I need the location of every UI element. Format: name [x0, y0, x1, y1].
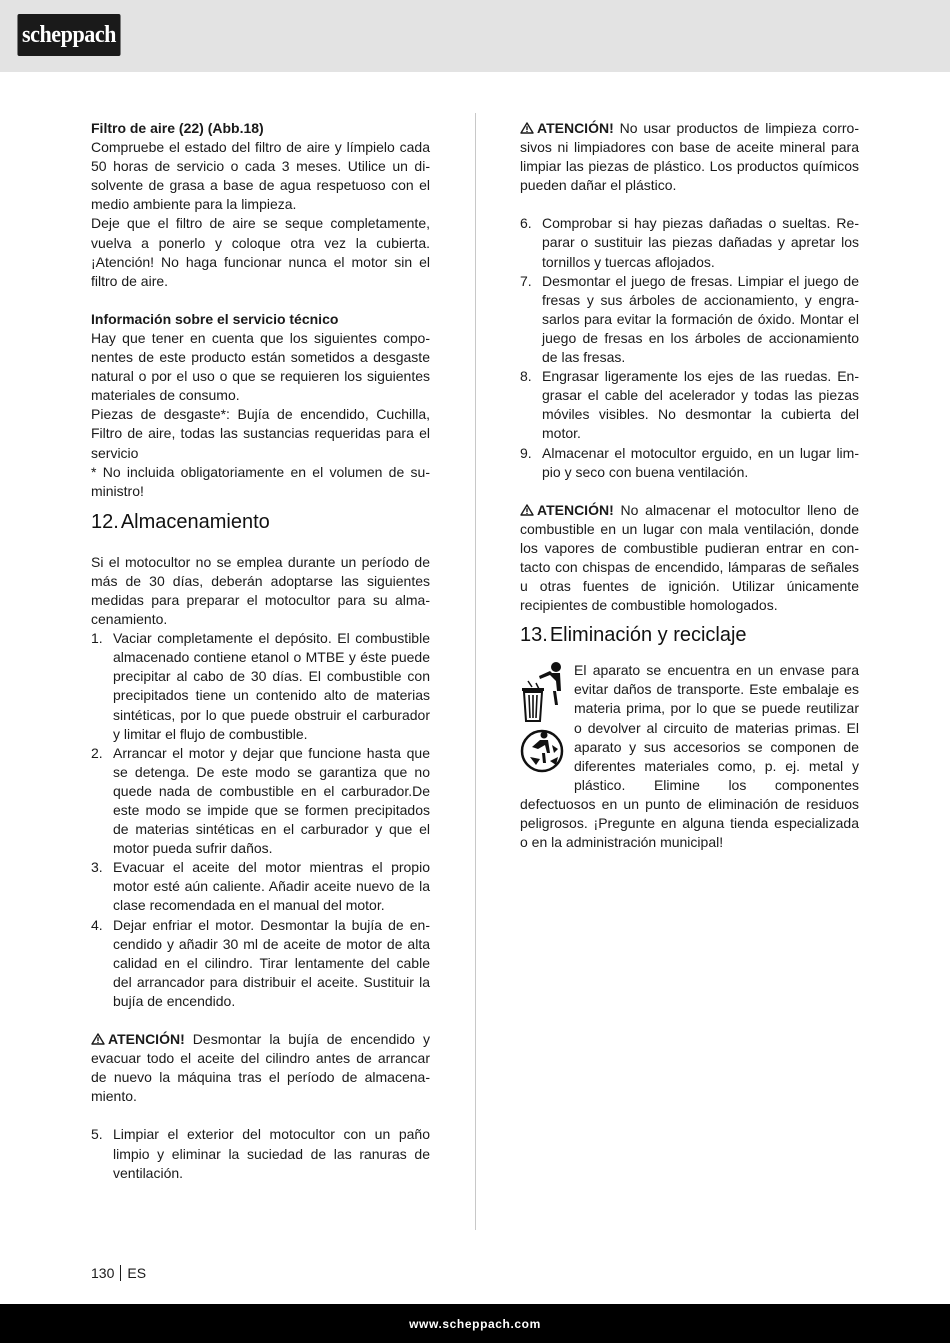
list-item — [91, 629, 430, 744]
storage-steps-list-continued — [91, 1125, 430, 1182]
header-bar — [0, 0, 950, 72]
brand-logo: scheppach — [17, 14, 120, 56]
service-info-footnote: * No incluida obligatoriamente en el volumen de suministro! — [91, 463, 430, 499]
language-code: ES — [127, 1265, 147, 1281]
page-footer — [91, 1265, 146, 1281]
recycling-icons — [520, 661, 570, 781]
list-item — [91, 1125, 430, 1182]
website-link[interactable]: www.scheppach.com — [409, 1316, 541, 1331]
step-text: Engrasar ligeramente los ejes de las ruedas. Engrasar el cable del acelerador y todas las piezas móviles visibles. No desmontar la cubierta del motor. — [542, 368, 859, 442]
disposal-section-heading — [520, 622, 859, 648]
warning-triangle-icon — [91, 1033, 105, 1045]
step-number: 6. — [520, 215, 532, 232]
step-text: Arrancar el motor y dejar que funcione hasta que se detenga. De este modo se garantiza que no quede nada de combustible en el carburador.De este modo se impide que se formen precipitados de materias sintéticas en el carburador y que el motor pueda sufrir daños. — [113, 744, 430, 857]
warning-triangle-icon — [520, 122, 534, 134]
step-text: Almacenar el motocultor erguido, en un lugar limpio y seco con buena ventilación. — [542, 444, 859, 480]
service-info-heading: Información sobre el servicio técnico — [91, 310, 339, 327]
step-text: Desmontar el juego de fresas. Limpiar el juego de fresas y sus árboles de accionamiento, y engrasarlos para evitar la formación de óxido. Montar el juego de fresas en los árboles de accionamiento de las fresas. — [542, 272, 859, 366]
warning-text: Desmontar la bujía de encendido y evacuar todo el aceite del cilindro antes de arrancar de nuevo la máquina tras el período de almacenamiento. — [91, 1031, 430, 1105]
disposal-text: El aparato se encuentra en un envase para evitar daños de transporte. Este embalaje es materia prima, por lo que se puede reutilizar o devolver al circuito de materias primas. El aparato y sus accesorios se componen de diferentes materiales como, p. ej. metal y plástico. Elimine los componentes defectuosos en un punto de eliminación de residuos peligrosos. ¡Pregunte en alguna tienda especializada o en la administración municipal! — [520, 662, 859, 851]
disposal-section-title: Eliminación y reciclaje — [549, 624, 747, 647]
trash-bin-person-icon — [522, 662, 561, 721]
storage-warning — [91, 1030, 430, 1106]
footer-separator — [120, 1265, 121, 1281]
list-item — [520, 444, 859, 482]
storage-section-number: 12. — [91, 510, 119, 533]
warning-label: ATENCIÓN! — [537, 501, 614, 518]
step-number: 4. — [91, 916, 103, 933]
storage-section-heading — [91, 509, 430, 535]
step-text: Vaciar completamente el depósito. El combustible almacenado contiene etanol o MTBE y éste puede precipitar al cabo de 30 días. El combustible con precipitados tiene un contenido alto de materias sintéticas, por lo que puede obstruir el carburador y limitar el flujo de combustible. — [113, 630, 430, 742]
warning-text: No usar productos de limpieza corrosivos ni limpiadores con base de aceite mineral para limpiar las piezas de plástico. Los productos químicos pueden dañar el plástico. — [520, 120, 859, 194]
website-footer-bar — [0, 1304, 950, 1343]
disposal-section-number: 13. — [520, 624, 548, 647]
step-number: 2. — [91, 744, 103, 761]
step-text: Comprobar si hay piezas dañadas o sueltas. Reparar o sustituir las piezas dañadas y apretar los tornillos y tuercas aflojados. — [542, 215, 859, 270]
air-filter-heading: Filtro de aire (22) (Abb.18) — [91, 120, 264, 136]
column-divider — [475, 113, 476, 1230]
service-info-paragraph-1: Hay que tener en cuenta que los siguientes componentes de este producto están sometidos a desgaste natural o por el uso o que se requieren los siguientes materiales de consumo. — [91, 329, 430, 404]
storage-steps-list — [91, 629, 430, 1011]
air-filter-paragraph-2: Deje que el filtro de aire se seque completamente, vuelva a ponerlo y coloque otra vez la cubierta. ¡Atención! No haga funcionar nunca el motor sin el filtro de aire. — [91, 215, 430, 289]
step-number: 8. — [520, 368, 532, 385]
storage-intro: Si el motocultor no se emplea durante un período de más de 30 días, deberán adoptarse las siguientes medidas para preparar el motocultor para su almacenamiento. — [91, 553, 430, 628]
left-column — [91, 119, 430, 1183]
fuel-storage-warning — [520, 501, 859, 616]
recycle-symbol-icon — [522, 731, 562, 771]
step-number: 9. — [520, 444, 532, 461]
list-item — [91, 916, 430, 1011]
disposal-block — [520, 661, 859, 852]
list-item — [520, 214, 859, 271]
page-number: 130 — [91, 1265, 115, 1281]
warning-triangle-icon — [520, 504, 534, 516]
step-number: 7. — [520, 272, 532, 289]
step-number: 5. — [91, 1126, 103, 1143]
right-column — [520, 119, 859, 852]
list-item — [91, 858, 430, 915]
warning-label: ATENCIÓN! — [108, 1031, 185, 1048]
list-item — [520, 272, 859, 367]
cleaning-warning — [520, 119, 859, 195]
list-item — [91, 744, 430, 859]
warning-label: ATENCIÓN! — [537, 120, 614, 136]
step-number: 1. — [91, 630, 103, 647]
list-item — [520, 367, 859, 443]
service-info-paragraph-2: Piezas de desgaste*: Bujía de encendido, Cuchilla, Filtro de aire, todas las sustancias requeridas para el servicio — [91, 406, 430, 461]
step-number: 3. — [91, 859, 103, 876]
storage-section-title: Almacenamiento — [120, 510, 270, 533]
step-text: Dejar enfriar el motor. Desmontar la bujía de encendido y añadir 30 ml de aceite de motor de alta calidad en el cilindro. Tirar lentamente del cable del arrancador para distribuir el aceite. Sustituir la bujía de encendido. — [113, 916, 430, 1009]
step-text: Evacuar el aceite del motor mientras el propio motor esté aún caliente. Añadir aceite nuevo de la clase recomendada en el manual del motor. — [113, 859, 430, 914]
warning-text: No almacenar el motocultor lleno de combustible en un lugar con mala ventilación, donde los vapores de combustible pudieran entrar en contacto con chispas de encendido, lámparas de señales u otras fuentes de ignición. Utilizar únicamente recipientes de combustible homologados. — [520, 501, 859, 614]
air-filter-paragraph-1: Compruebe el estado del filtro de aire y límpielo cada 50 horas de servicio o cada 3 meses. Utilice un disolvente de grasa a base de agua respetuoso con el medio ambiente para la limpieza. — [91, 139, 430, 213]
step-text: Limpiar el exterior del motocultor con un paño limpio y eliminar la suciedad de las ranuras de ventilación. — [113, 1126, 430, 1181]
storage-steps-list-right — [520, 214, 859, 481]
